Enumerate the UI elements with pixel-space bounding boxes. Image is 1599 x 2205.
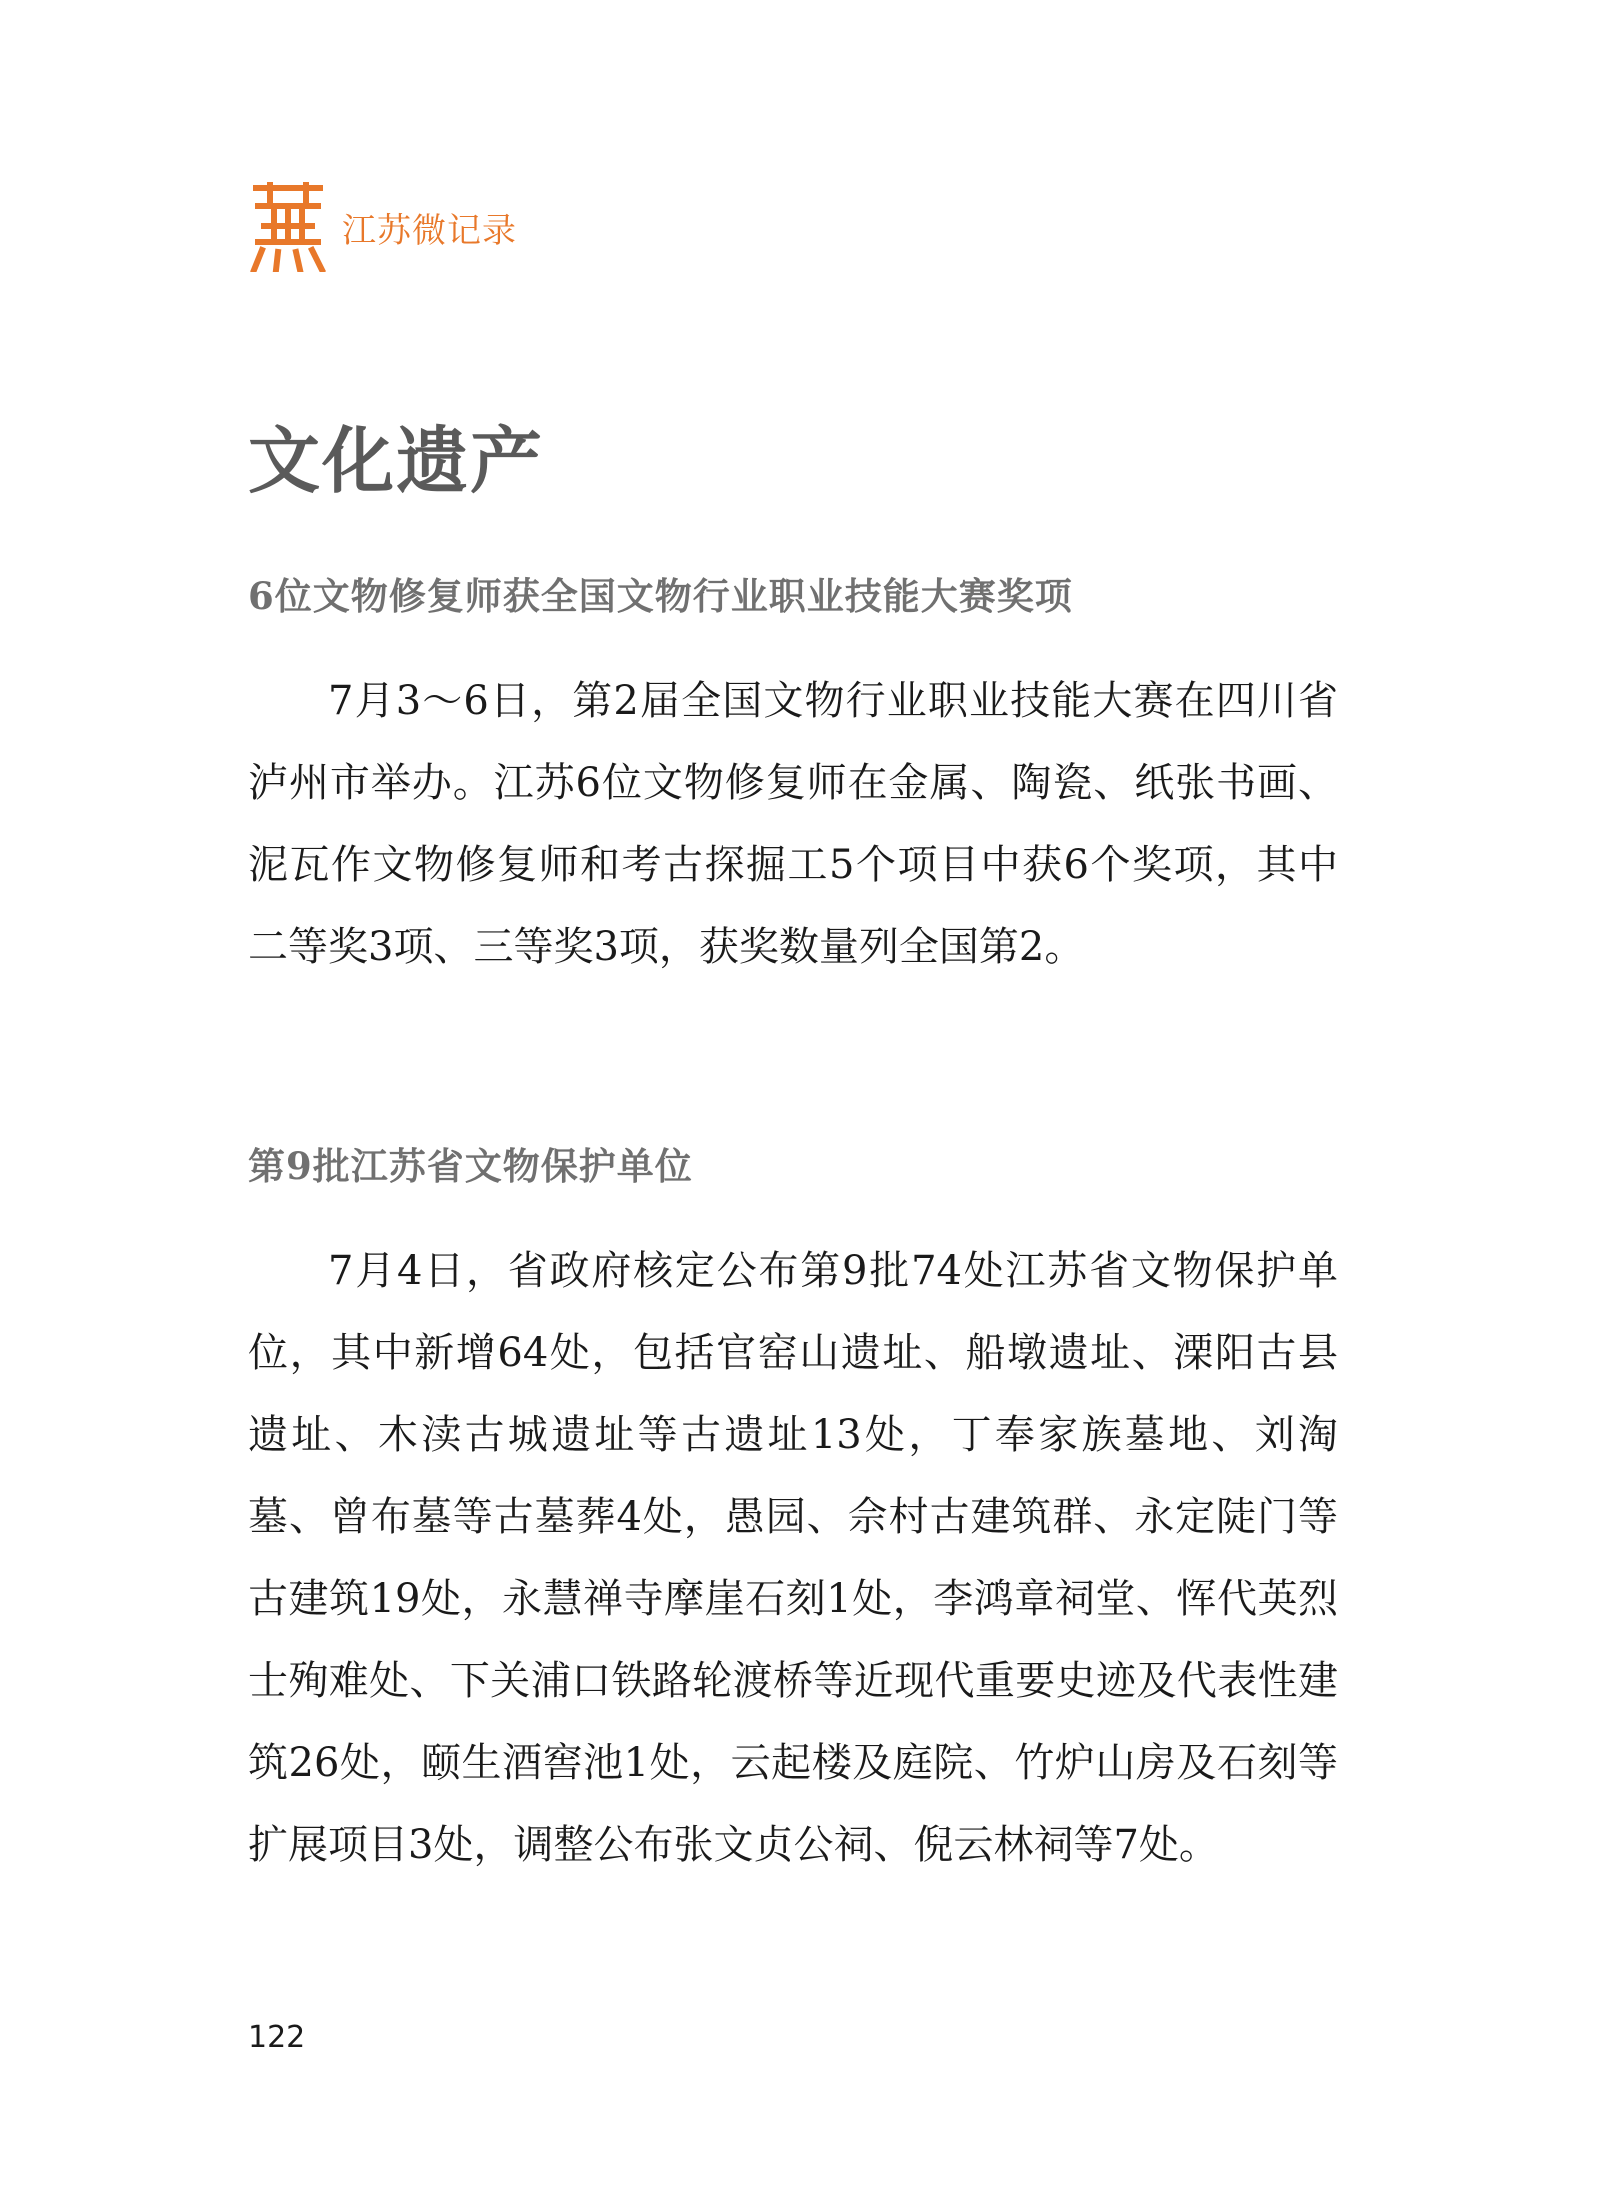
page-header [248,182,517,272]
jiangsu-seal-logo-icon [248,182,328,272]
page-number: 122 [248,2020,306,2055]
article-heading-1: 6位文物修复师获全国文物行业职业技能大赛奖项 [248,574,1073,618]
article-body-1: 7月3～6日，第2届全国文物行业职业技能大赛在四川省泸州市举办。江苏6位文物修复师在金属、陶瓷、纸张书画、泥瓦作文物修复师和考古探掘工5个项目中获6个奖项，其中二等奖3项、三等奖3项，获奖数量列全国第2。 [248,678,1338,970]
series-name: 江苏微记录 [342,210,517,251]
article-heading-2: 第9批江苏省文物保护单位 [248,1144,693,1188]
section-title: 文化遗产 [248,419,545,503]
article-body-2: 7月4日，省政府核定公布第9批74处江苏省文物保护单位，其中新增64处，包括官窑山遗址、船墩遗址、溧阳古县遗址、木渎古城遗址等古遗址13处，丁奉家族墓地、刘淘墓、曾布墓等古墓葬4处，愚园、佘村古建筑群、永定陡门等古建筑19处，永慧禅寺摩崖石刻1处，李鸿章祠堂、恽代英烈士殉难处、下关浦口铁路轮渡桥等近现代重要史迹及代表性建筑26处，颐生酒窖池1处，云起楼及庭院、竹炉山房及石刻等扩展项目3处，调整公布张文贞公祠、倪云林祠等7处。 [248,1248,1338,1868]
